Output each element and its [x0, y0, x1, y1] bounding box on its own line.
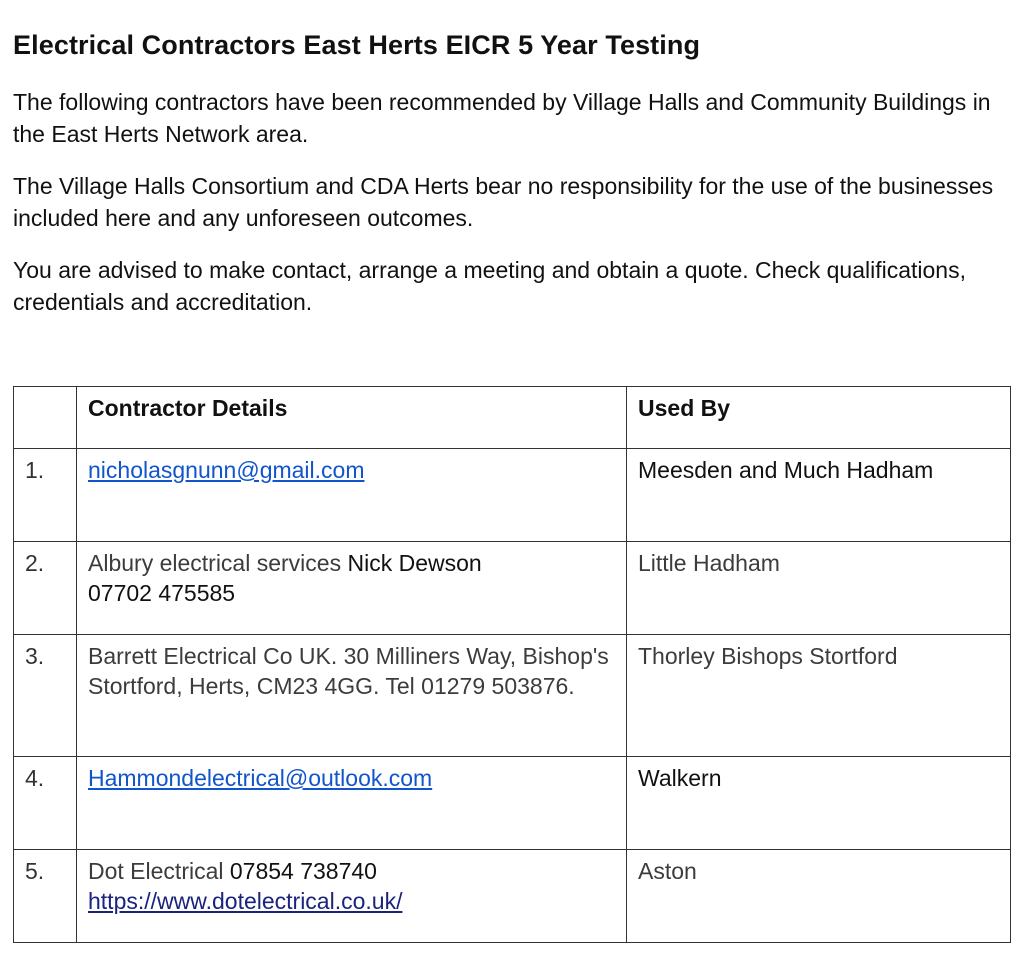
row-number: 2.	[14, 542, 77, 635]
disclaimer-paragraph: The Village Halls Consortium and CDA Herts bear no responsibility for the use of the businesses included here and any unforeseen outcomes.	[13, 173, 994, 231]
contractor-details	[77, 542, 627, 635]
contractor-email-link[interactable]: Hammondelectrical@outlook.com	[88, 765, 433, 791]
row-number: 5.	[14, 850, 77, 943]
table-row	[14, 757, 1011, 850]
used-by: Meesden and Much Hadham	[627, 449, 1011, 542]
contractor-name: Albury electrical services	[88, 550, 342, 576]
intro-paragraph: The following contractors have been recommended by Village Halls and Community Buildings in the East Herts Network area.	[13, 89, 991, 147]
table-row	[14, 449, 1011, 542]
document-title: Electrical Contractors East Herts EICR 5 Year Testing	[13, 30, 701, 60]
row-number: 3.	[14, 635, 77, 757]
used-by: Little Hadham	[627, 542, 1011, 635]
contractor-details	[77, 449, 627, 542]
table-row	[14, 850, 1011, 943]
contractor-details	[77, 757, 627, 850]
contractors-table	[13, 386, 1011, 943]
used-by: Thorley Bishops Stortford	[627, 635, 1011, 757]
contractor-contact-name: Nick Dewson	[347, 550, 482, 576]
contractor-phone: 07854 738740	[229, 858, 377, 884]
contractor-website-link[interactable]: https://www.dotelectrical.co.uk/	[88, 888, 403, 914]
contractor-details	[77, 850, 627, 943]
table-header-row	[14, 387, 1011, 449]
table-row	[14, 542, 1011, 635]
table-row	[14, 635, 1011, 757]
header-used-by: Used By	[627, 387, 1011, 449]
header-number	[14, 387, 77, 449]
contractor-email-link[interactable]: nicholasgnunn@gmail.com	[88, 457, 365, 483]
contractor-details: Barrett Electrical Co UK. 30 Milliners Way, Bishop's Stortford, Herts, CM23 4GG. Tel 01279 503876.	[77, 635, 627, 757]
contractor-name: Dot Electrical	[88, 858, 224, 884]
row-number: 4.	[14, 757, 77, 850]
used-by: Walkern	[627, 757, 1011, 850]
advice-paragraph: You are advised to make contact, arrange a meeting and obtain a quote. Check qualifications, credentials and accreditation.	[13, 257, 966, 315]
row-number: 1.	[14, 449, 77, 542]
header-contractor-details: Contractor Details	[77, 387, 627, 449]
used-by: Aston	[627, 850, 1011, 943]
contractor-phone: 07702 475585	[88, 580, 236, 606]
